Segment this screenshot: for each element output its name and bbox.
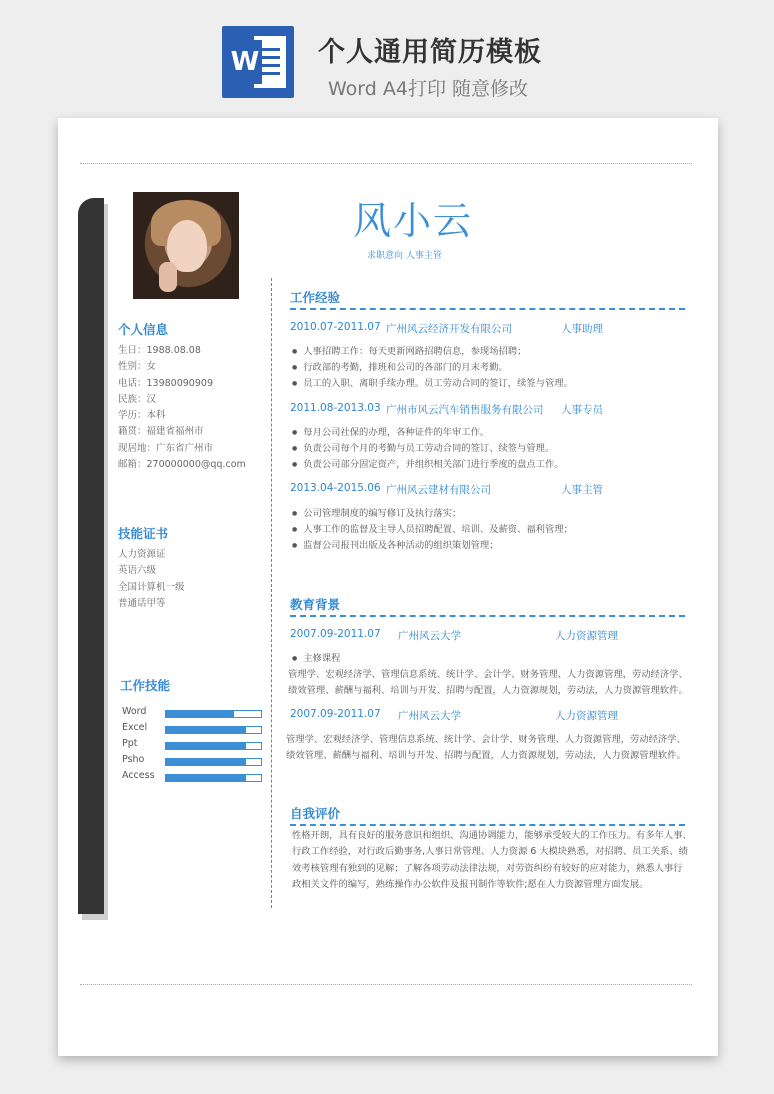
certificates-heading: 技能证书 bbox=[118, 526, 169, 541]
sidebar-accent-bar bbox=[78, 198, 104, 914]
self-evaluation-text: 性格开朗，具有良好的服务意识和组织、沟通协调能力，能够承受较大的工作压力。有多年人事、 行政工作经验，对行政后勤事务,人事日常管理、人力资源 6 大模块熟悉，对招聘、员工关系、绩 效考核管理有独到的见解；了解各项劳动法律法规，对劳资纠纷有较好的应对能力，熟悉人事行 政相关文件的编写，熟练操作办公软件及报刊制作等软件;愿在人力资源管理方面发展。 bbox=[292, 830, 692, 890]
personal-info-line: 生日：1988.08.08 bbox=[118, 345, 201, 356]
personal-info-line: 学历：本科 bbox=[118, 410, 166, 422]
list-item: ● 监督公司报刊出版及各种活动的组织策划管理； bbox=[292, 538, 573, 554]
skill-level-bar bbox=[166, 775, 246, 781]
list-item: ● 每月公司社保的办理，各种证件的年审工作。 bbox=[292, 425, 564, 441]
edu-school: 广州风云大学 bbox=[398, 630, 461, 642]
work-skills-heading: 工作技能 bbox=[120, 678, 171, 693]
banner-subtitle: Word A4打印 随意修改 bbox=[328, 78, 529, 100]
job-role: 人事助理 bbox=[561, 323, 603, 335]
education-heading: 教育背景 bbox=[290, 595, 685, 615]
work-experience-heading: 工作经验 bbox=[290, 288, 685, 308]
certificate-item: 普通话甲等 bbox=[118, 597, 166, 609]
skill-level-bar bbox=[166, 743, 246, 749]
resume-page bbox=[58, 118, 718, 1056]
job-period: 2013.04-2015.06 bbox=[290, 482, 381, 494]
job-company: 广州风云经济开发有限公司 bbox=[386, 323, 512, 335]
edu-school: 广州风云大学 bbox=[398, 710, 461, 722]
certificate-item: 英语六级 bbox=[118, 565, 157, 577]
banner bbox=[0, 0, 774, 118]
course-text: 管理学、宏观经济学、管理信息系统、统计学、会计学、财务管理、人力资源管理，劳动经济学、 绩效管理、薪酬与福利、培训与开发、招聘与配置，人力资源规划，劳动法，人力资源管理软件。 bbox=[288, 669, 688, 697]
skill-access: Access bbox=[122, 770, 272, 786]
skill-psho: Psho bbox=[122, 754, 272, 770]
list-item: ● 员工的入职、离职手续办理。员工劳动合同的签订，续签与管理。 bbox=[292, 376, 573, 392]
skill-word: Word bbox=[122, 706, 272, 722]
edu-period: 2007.09-2011.07 bbox=[290, 708, 381, 720]
edu-major: 人力资源管理 bbox=[555, 710, 618, 722]
course-label-list bbox=[292, 651, 340, 667]
word-logo-icon: W bbox=[222, 26, 294, 98]
list-item: ● 负责公司每个月的考勤与员工劳动合同的签订、续签与管理。 bbox=[292, 441, 564, 457]
certificates-list bbox=[118, 547, 185, 612]
personal-info-line: 邮箱：270000000@qq.com bbox=[118, 459, 246, 471]
skill-level-bar bbox=[166, 759, 246, 765]
course-text: 管理学、宏观经济学、管理信息系统、统计学、会计学、财务管理、人力资源管理，劳动经济学、 绩效管理、薪酬与福利、培训与开发、招聘与配置，人力资源规划，劳动法，人力资源管理软件。 bbox=[286, 734, 686, 762]
column-divider bbox=[271, 278, 272, 908]
edu-period: 2007.09-2011.07 bbox=[290, 628, 381, 640]
personal-info-line: 现居地：广东省广州市 bbox=[118, 442, 214, 454]
list-item: ● 行政部的考勤，排班和公司的各部门的月末考勤。 bbox=[292, 360, 573, 376]
personal-info-line: 民族：汉 bbox=[118, 393, 157, 405]
bottom-divider bbox=[80, 984, 692, 985]
personal-info-list bbox=[118, 343, 246, 473]
skill-ppt: Ppt bbox=[122, 738, 272, 754]
list-item: ● 人事招聘工作：每天更新网路招聘信息，参现场招聘； bbox=[292, 344, 573, 360]
job-duties bbox=[292, 344, 573, 392]
candidate-name: 风小云 bbox=[353, 199, 474, 243]
list-item: ● 主修课程 bbox=[292, 651, 340, 667]
personal-info-line: 籍贯：福建省福州市 bbox=[118, 426, 204, 438]
skill-level-bar bbox=[166, 727, 246, 733]
job-duties bbox=[292, 506, 573, 554]
job-duties bbox=[292, 425, 564, 473]
personal-info-line: 性别：女 bbox=[118, 361, 157, 373]
job-role: 人事主管 bbox=[561, 484, 603, 496]
profile-photo bbox=[133, 192, 239, 299]
top-divider bbox=[80, 163, 692, 164]
job-period: 2010.07-2011.07 bbox=[290, 321, 381, 333]
personal-info-line: 电话：13980090909 bbox=[118, 377, 213, 389]
job-company: 广州市风云汽车销售服务有限公司 bbox=[386, 404, 544, 416]
job-company: 广州风云建材有限公司 bbox=[386, 484, 491, 496]
skill-excel: Excel bbox=[122, 722, 272, 738]
job-intent: 求职意向 人事主管 bbox=[367, 251, 442, 261]
personal-info-heading: 个人信息 bbox=[118, 322, 169, 337]
certificate-item: 全国计算机一级 bbox=[118, 581, 185, 593]
job-role: 人事专员 bbox=[561, 404, 603, 416]
banner-title: 个人通用简历模板 bbox=[318, 37, 542, 68]
list-item: ● 负责公司部分固定资产，并组织相关部门进行季度的盘点工作。 bbox=[292, 457, 564, 473]
list-item: ● 人事工作的监督及主导人员招聘配置、培训、及薪资、福利管理； bbox=[292, 522, 573, 538]
skill-level-bar bbox=[166, 711, 234, 717]
list-item: ● 公司管理制度的编写修订及执行落实； bbox=[292, 506, 573, 522]
edu-major: 人力资源管理 bbox=[555, 630, 618, 642]
certificate-item: 人力资源证 bbox=[118, 549, 166, 560]
self-evaluation-heading: 自我评价 bbox=[290, 804, 685, 824]
job-period: 2011.08-2013.03 bbox=[290, 402, 381, 414]
